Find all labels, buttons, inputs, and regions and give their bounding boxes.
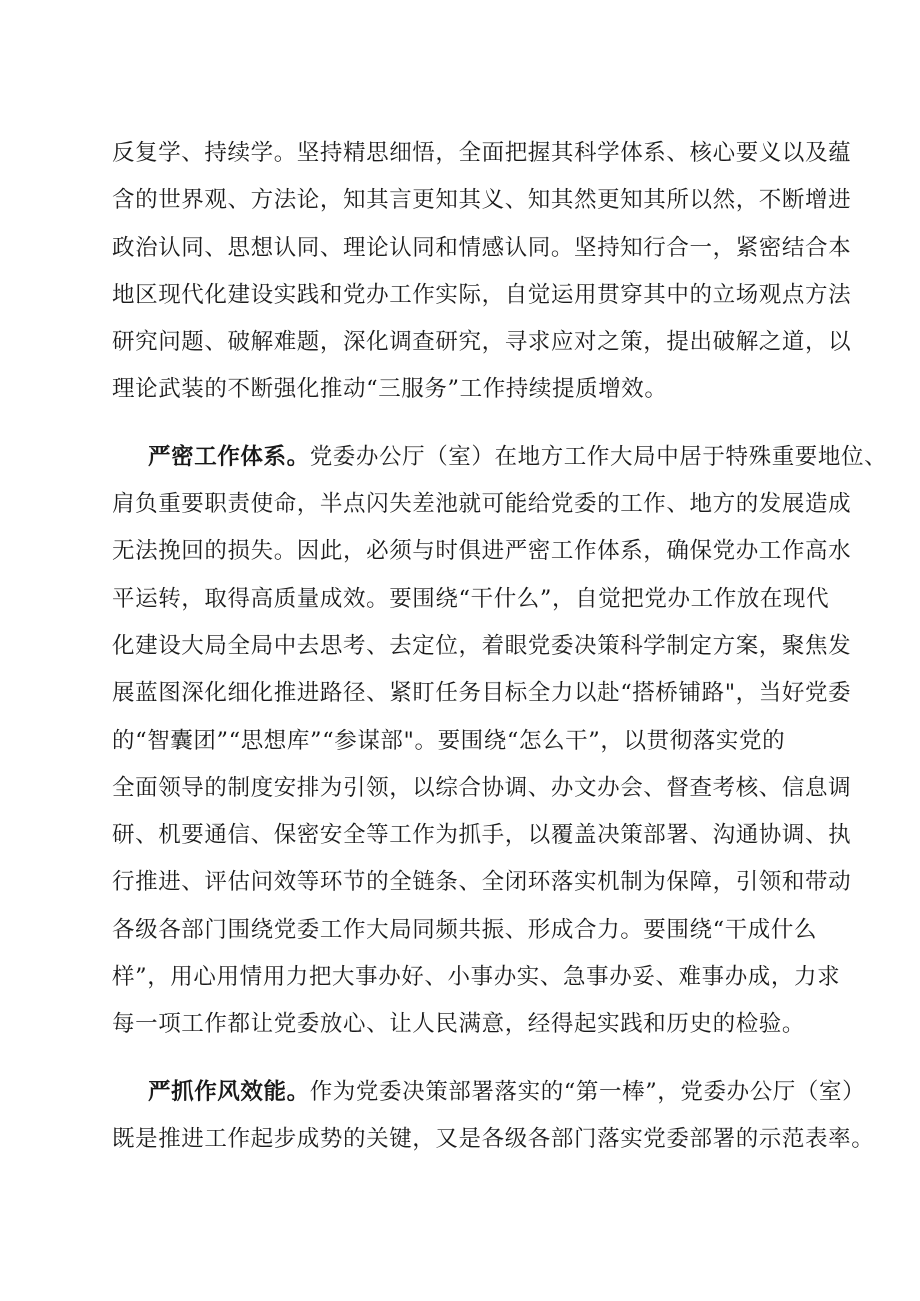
text-run: 作为党委决策部署落实的“第一棒”，党委办公厅（室） [309,1078,866,1105]
text-line: 样”，用心用情用力把大事办好、小事办实、急事办妥、难事办成，力求 [112,964,841,991]
text-line: 全面领导的制度安排为引领，以综合协调、办文办会、督查考核、信息调 [112,774,852,801]
text-line: 研、机要通信、保密安全等工作为抓手，以覆盖决策部署、沟通协调、执 [112,822,852,849]
text-line: 展蓝图深化细化推进路径、紧盯任务目标全力以赴“搭桥铺路"，当好党委 [112,680,852,707]
paragraph-spacer [112,414,812,434]
text-line: 无法挽回的损失。因此，必须与时俱进严密工作体系，确保党办工作高水 [112,538,852,565]
paragraph-3 [112,1069,875,1164]
section-heading: 严密工作体系。 [148,443,310,470]
paragraph-first-line [112,1069,866,1116]
text-line: 理论武装的不断强化推动“三服务”工作持续提质增效。 [112,376,668,403]
text-line: 平运转，取得高质量成效。要围绕“干什么”，自觉把党办工作放在现代 [112,585,830,612]
text-line: 含的世界观、方法论，知其言更知其义、知其然更知其所以然，不断增进 [112,187,852,214]
text-run: 党委办公厅（室）在地方工作大局中居于特殊重要地位、 [309,443,888,470]
text-line: 每一项工作都让党委放心、让人民满意，经得起实践和历史的检验。 [112,1011,806,1038]
text-line: 行推进、评估问效等环节的全链条、全闭环落实机制为保障，引领和带动 [112,869,852,896]
text-line: 反复学、持续学。坚持精思细悟，全面把握其科学体系、核心要义以及蕴 [112,140,852,166]
section-heading: 严抓作风效能。 [148,1078,310,1105]
text-line: 地区现代化建设实践和党办工作实际，自觉运用贯穿其中的立场观点方法 [112,281,852,308]
text-line: 的“智囊团”“思想库”“参谋部"。要围绕“怎么干”，以贯彻落实党的 [112,727,786,754]
paragraph-spacer [112,1049,812,1069]
text-line: 各级各部门围绕党委工作大局同频共振、形成合力。要围绕“干成什么 [112,916,818,943]
document-body [112,130,888,1163]
text-line: 政治认同、思想认同、理论认同和情感认同。坚持知行合一，紧密结合本 [112,234,852,261]
paragraph-2 [112,434,888,1049]
text-line: 化建设大局全局中去思考、去定位，着眼党委决策科学制定方案，聚焦发 [112,632,852,659]
text-line: 肩负重要职责使命，半点闪失差池就可能给党委的工作、地方的发展造成 [112,491,852,518]
paragraph-1 [112,130,852,414]
paragraph-first-line [112,434,888,481]
text-line: 研究问题、破解难题，深化调查研究，寻求应对之策，提出破解之道，以 [112,329,852,356]
text-line: 既是推进工作起步成势的关键，又是各级各部门落实党委部署的示范表率。 [112,1125,875,1152]
